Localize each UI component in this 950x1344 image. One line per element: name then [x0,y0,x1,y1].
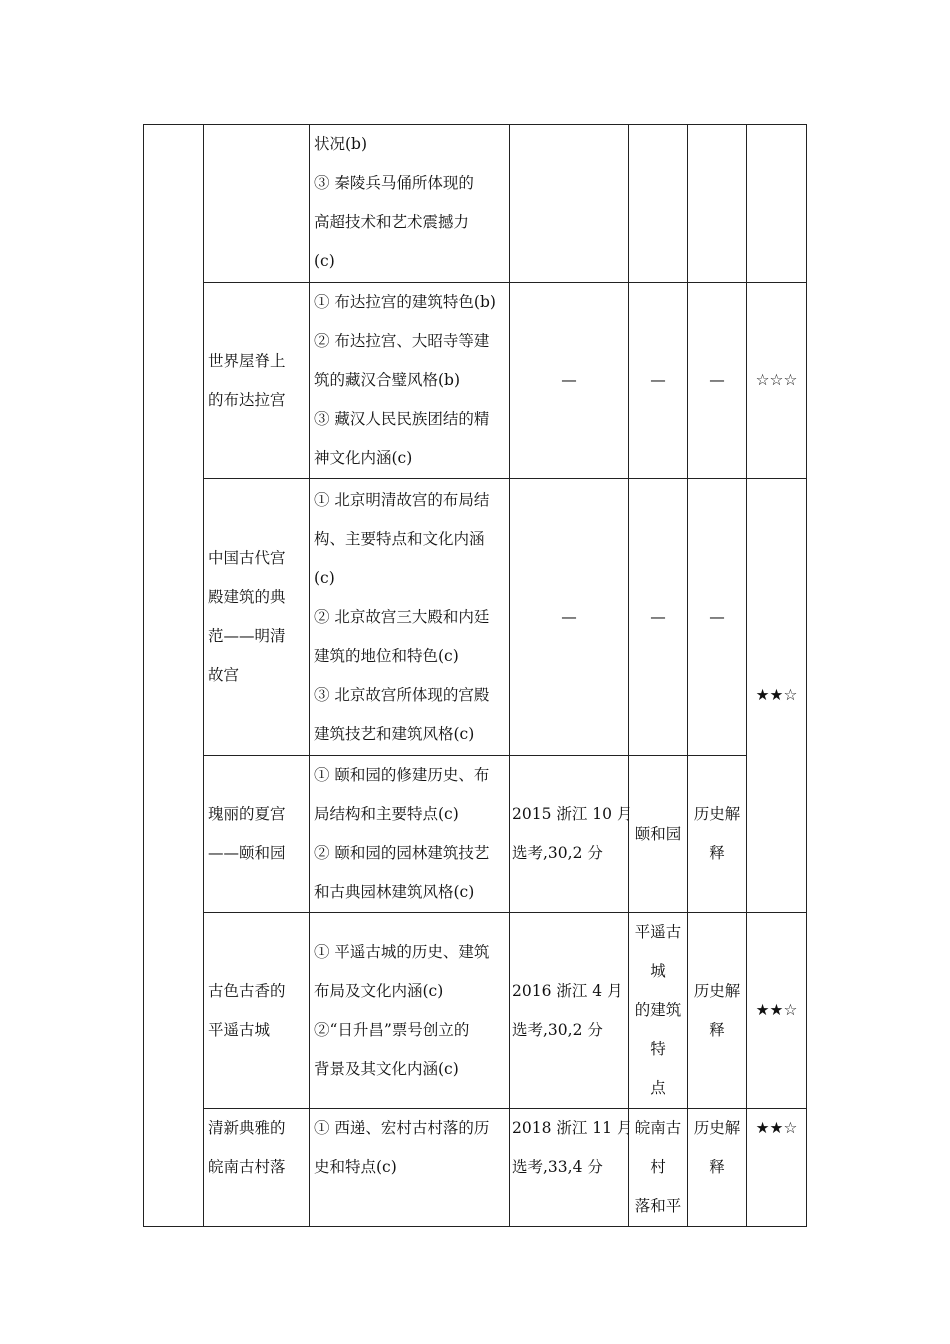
requirement-line: 史和特点(c) [314,1158,397,1176]
rating-cell [747,125,807,283]
lesson-cell [204,125,310,283]
material-line: 村 [650,1158,666,1176]
material-line: 落和平 [634,1197,682,1215]
material-cell [629,479,688,756]
table-row [144,125,807,283]
lesson-cell [204,913,310,1109]
material-line: 平遥古 [634,923,682,941]
rating-stars: ★★☆ [755,686,798,704]
lesson-line: 平遥古城 [208,1020,271,1039]
requirement-line: (c) [314,252,335,270]
table-row [144,479,807,756]
literacy-line: 释 [709,1020,725,1039]
literacy-value: — [709,371,725,389]
requirement-line: 构、主要特点和文化内涵 [314,529,485,548]
literacy-cell [688,479,747,756]
rating-cell [747,1109,807,1227]
literacy-line: 历史解 [693,981,741,1000]
requirements-cell [310,756,510,913]
exam-line: 2016 浙江 4 月 [512,981,623,1000]
literacy-cell [688,125,747,283]
course-table [143,124,807,1227]
exam-line: 选考,30,2 分 [512,1020,603,1039]
exam-line: 选考,30,2 分 [512,844,603,862]
exam-line: 2015 浙江 10 月 [512,805,633,823]
material-value: — [650,607,666,626]
exam-cell [510,1109,633,1227]
literacy-line: 历史解 [693,805,741,823]
exam-cell [510,479,629,756]
material-line: 城 [650,962,666,980]
requirements-cell [310,283,510,479]
exam-value: — [561,607,577,626]
requirement-line: 背景及其文化内涵(c) [314,1059,459,1078]
exam-value: — [561,371,577,389]
requirement-line: ① 颐和园的修建历史、布 [314,766,490,784]
lesson-line: 古色古香的 [208,981,286,1000]
requirement-line: ②“日升昌”票号创立的 [314,1020,470,1039]
requirement-line: ② 颐和园的园林建筑技艺 [314,844,490,862]
material-line: 皖南古 [634,1119,682,1137]
requirements-cell [310,1109,510,1227]
exam-cell [510,756,633,913]
requirement-line: ③ 秦陵兵马俑所体现的 [314,174,474,192]
lesson-line: 故宫 [208,666,240,684]
lesson-line: 中国古代宫 [208,549,286,567]
rating-cell [747,479,807,913]
rating-stars: ☆☆☆ [755,371,798,389]
lesson-line: 世界屋脊上 [208,351,286,370]
lesson-cell [204,479,310,756]
exam-cell [510,913,629,1109]
literacy-line: 释 [709,1158,725,1176]
lesson-line: 瑰丽的夏宫 [208,805,286,823]
requirement-line: 建筑技艺和建筑风格(c) [314,724,475,743]
lesson-line: 殿建筑的典 [208,588,286,606]
material-cell [629,756,688,913]
requirement-line: 神文化内涵(c) [314,449,413,467]
rating-cell [747,913,807,1109]
requirements-cell [310,479,510,756]
rating-cell [747,283,807,479]
lesson-line: 清新典雅的 [208,1119,286,1137]
lesson-cell [204,756,310,913]
material-line: 特 [650,1040,666,1058]
lesson-line: 范——明清 [208,627,286,645]
requirement-line: 筑的藏汉合璧风格(b) [314,371,461,389]
requirements-cell [310,125,510,283]
requirement-line: 和古典园林建筑风格(c) [314,883,475,901]
requirement-line: ① 北京明清故宫的布局结 [314,490,490,509]
material-cell [629,913,688,1109]
requirement-line: ① 平遥古城的历史、建筑 [314,942,490,961]
requirement-line: (c) [314,568,335,587]
material-value: 颐和园 [634,824,682,843]
material-cell [629,283,688,479]
exam-cell [510,125,629,283]
lesson-cell [204,1109,310,1227]
requirement-line: 建筑的地位和特色(c) [314,646,459,665]
lesson-cell [204,283,310,479]
requirement-line: ② 布达拉宫、大昭寺等建 [314,332,490,350]
lesson-line: 皖南古村落 [208,1158,286,1176]
requirement-line: 高超技术和艺术震撼力 [314,213,470,231]
rating-stars: ★★☆ [755,1119,798,1137]
lesson-line: 的布达拉宫 [208,390,286,409]
requirement-line: 局结构和主要特点(c) [314,805,459,823]
requirement-line: ① 西递、宏村古村落的历 [314,1119,490,1137]
requirement-line: ① 布达拉宫的建筑特色(b) [314,293,496,311]
exam-cell [510,283,629,479]
table-row [144,1109,807,1227]
requirements-cell [310,913,510,1109]
literacy-cell [688,283,747,479]
requirement-line: ③ 北京故宫所体现的宫殿 [314,685,490,704]
literacy-line: 释 [709,844,725,862]
requirement-line: ③ 藏汉人民民族团结的精 [314,410,490,428]
requirement-line: ② 北京故宫三大殿和内廷 [314,607,490,626]
material-cell [629,1109,688,1227]
material-cell [629,125,688,283]
literacy-cell [688,913,747,1109]
material-value: — [650,371,666,389]
rating-stars: ★★☆ [755,1001,798,1019]
literacy-value: — [709,607,725,626]
material-line: 点 [650,1079,666,1097]
lesson-line: ——颐和园 [208,844,286,862]
table-row [144,283,807,479]
module-cell [144,125,204,1227]
table-row [144,756,807,913]
literacy-line: 历史解 [693,1119,741,1137]
requirement-line: 布局及文化内涵(c) [314,981,444,1000]
literacy-cell [688,756,747,913]
exam-line: 选考,33,4 分 [512,1158,603,1176]
table-row [144,913,807,1109]
material-line: 的建筑 [634,1001,682,1019]
requirement-line: 状况(b) [314,135,368,153]
exam-line: 2018 浙江 11 月 [512,1119,633,1137]
literacy-cell [688,1109,747,1227]
